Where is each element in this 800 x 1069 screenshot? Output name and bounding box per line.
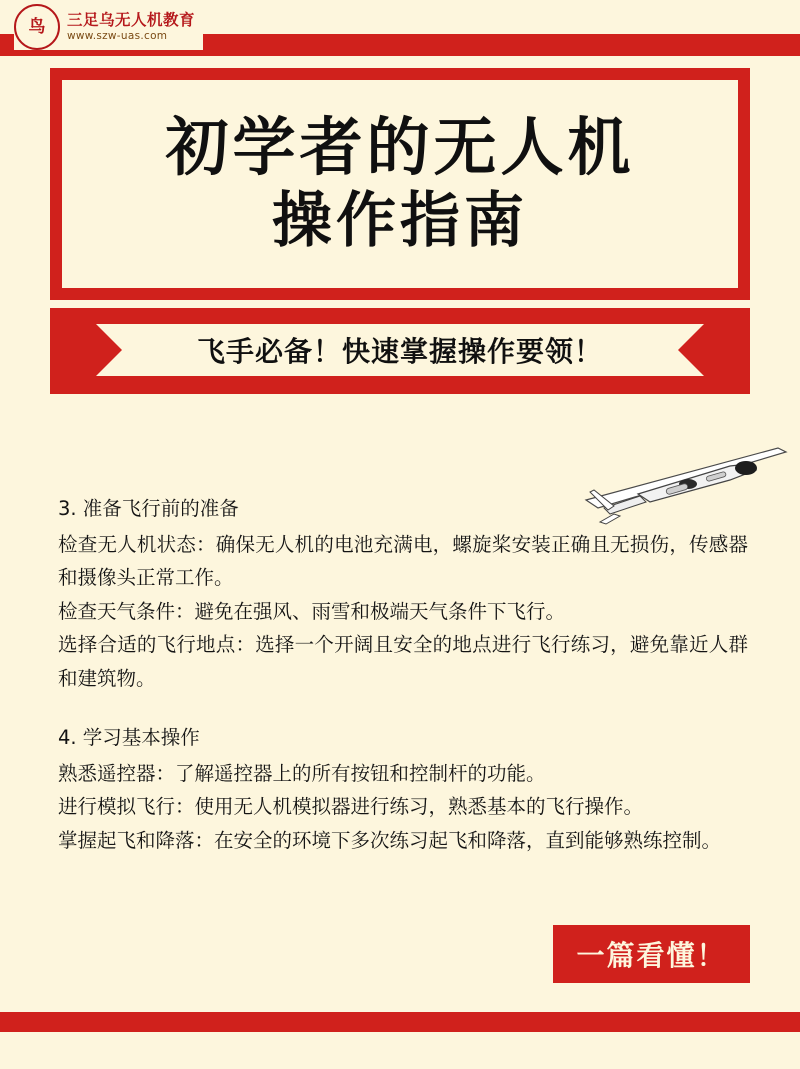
body-content	[58, 492, 748, 857]
brand-name: 三足乌无人机教育	[67, 12, 196, 30]
title-line-1: 初学者的无人机	[165, 111, 635, 185]
title-inner-frame	[62, 80, 738, 288]
ribbon-text: 飞手必备！快速掌握操作要领！	[196, 335, 603, 368]
brand-url: www.szw-uas.com	[67, 29, 168, 42]
ribbon-banner	[50, 308, 750, 394]
section-3-paragraph-1: 检查无人机状态：确保无人机的电池充满电，螺旋桨安装正确且无损伤，传感器和摄像头正常工作。	[58, 532, 748, 590]
section-4-paragraph-2: 进行模拟飞行：使用无人机模拟器进行练习，熟悉基本的飞行操作。	[58, 795, 644, 819]
section-3	[58, 492, 748, 695]
bottom-red-bar	[0, 1012, 800, 1032]
brand-text-group	[67, 12, 195, 42]
section-3-paragraph-3: 选择合适的飞行地点：选择一个开阔且安全的地点进行飞行练习，避免靠近人群和建筑物。	[58, 633, 748, 690]
ribbon-band	[96, 324, 704, 376]
section-4-heading: 4. 学习基本操作	[58, 726, 200, 750]
title-line-2: 操作指南	[272, 185, 528, 256]
section-4	[58, 721, 748, 857]
bottom-badge-text: 一篇看懂！	[576, 939, 727, 972]
section-3-heading: 3. 准备飞行前的准备	[58, 497, 239, 520]
bottom-badge	[553, 925, 750, 983]
brand-header	[14, 4, 203, 50]
section-4-paragraph-1: 熟悉遥控器：了解遥控器上的所有按钮和控制杆的功能。	[58, 761, 546, 785]
section-4-paragraph-3: 掌握起飞和降落：在安全的环境下多次练习起飞和降落，直到能够熟练控制。	[58, 828, 722, 852]
brand-logo-icon: 鸟	[14, 4, 60, 50]
title-block	[50, 68, 750, 300]
section-3-paragraph-2: 检查天气条件：避免在强风、雨雪和极端天气条件下飞行。	[58, 599, 566, 623]
